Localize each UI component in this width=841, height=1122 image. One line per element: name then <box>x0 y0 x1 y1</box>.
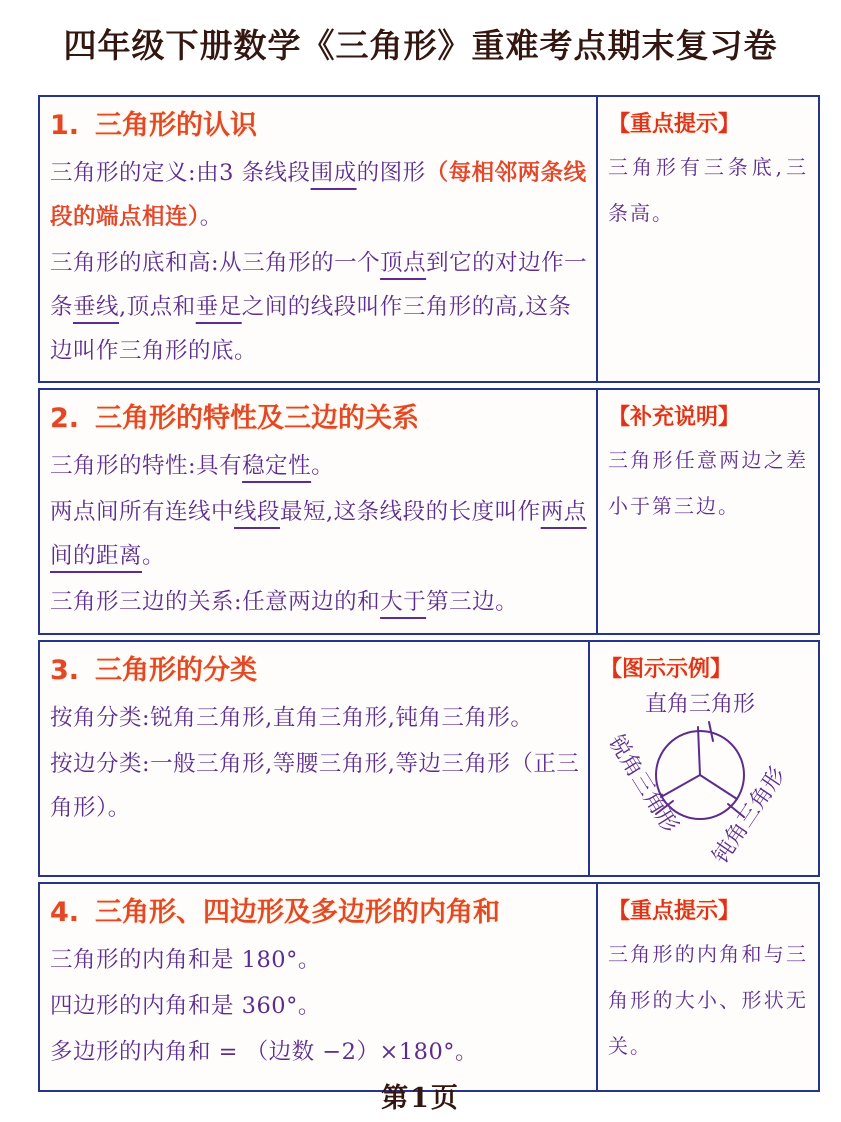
section-3-main <box>40 642 590 875</box>
text-segment: 。 <box>311 452 335 479</box>
diagram-label-acute-triangle: 锐角三角形 <box>602 730 683 838</box>
paragraph <box>50 151 588 239</box>
paragraph <box>50 444 588 488</box>
triangle-classification-diagram <box>600 689 808 871</box>
text-segment: 多边形的内角和 = （边数 −2）×180°。 <box>50 1038 479 1065</box>
section-1-heading <box>50 109 588 143</box>
section-2-heading <box>50 402 588 436</box>
text-segment: 三角形三边的关系:任意两边的和 <box>50 588 381 615</box>
emphasis-red-text: （每相邻两条线段的端点相连） <box>50 159 587 230</box>
paragraph <box>50 938 588 982</box>
section-4-main <box>40 884 598 1090</box>
worksheet-table <box>38 95 820 1092</box>
pie-circle-diagram <box>600 689 808 867</box>
page-number: 第1页 <box>381 1083 460 1114</box>
underlined-term: 大于 <box>380 588 427 615</box>
section-title: 三角形的分类 <box>95 654 258 686</box>
sector-line-top <box>698 727 700 775</box>
text-segment: 两点间所有连线中 <box>50 498 235 525</box>
paragraph <box>50 742 580 830</box>
paragraph <box>50 580 588 624</box>
paragraph <box>50 490 588 578</box>
diagram-label-right-triangle: 直角三角形 <box>644 691 756 717</box>
section-2-main <box>40 390 598 633</box>
text-segment: 按角分类:锐角三角形,直角三角形,钝角三角形。 <box>50 704 534 731</box>
underlined-term: 两点间的距离 <box>50 498 587 569</box>
section-4-side <box>598 884 818 1090</box>
side-tag: 【重点提示】 <box>608 898 741 924</box>
text-segment: 三角形的定义:由3 条线段 <box>50 159 311 186</box>
paragraph <box>50 1030 588 1074</box>
section-3-heading <box>50 654 580 688</box>
underlined-term: 垂足 <box>195 293 242 320</box>
paragraph <box>50 696 580 740</box>
section-number: 2. <box>50 402 80 434</box>
section-number: 1. <box>50 110 80 141</box>
page-title: 四年级下册数学《三角形》重难考点期末复习卷 <box>63 26 778 65</box>
underlined-term: 顶点 <box>380 249 427 276</box>
underlined-term: 稳定性 <box>242 452 312 479</box>
side-tag: 【补充说明】 <box>608 404 741 430</box>
text-segment: 按边分类:一般三角形,等腰三角形,等边三角形（正三角形）。 <box>50 750 580 821</box>
text-segment: 三角形的内角和是 180°。 <box>50 946 321 973</box>
side-note: 三角形任意两边之差小于第三边。 <box>608 447 808 518</box>
section-3-side <box>590 642 818 875</box>
text-segment: 最短,这条线段的长度叫作 <box>280 498 541 525</box>
text-segment: 四边形的内角和是 360°。 <box>50 992 321 1019</box>
section-title: 三角形的认识 <box>95 110 258 141</box>
section-1-main <box>40 97 598 381</box>
sector-line-lower-left <box>661 775 700 797</box>
text-segment: 的图形 <box>356 159 426 186</box>
text-segment: 三角形的特性:具有 <box>50 452 243 479</box>
section-title: 三角形、四边形及多边形的内角和 <box>95 896 501 928</box>
side-note: 三角形有三条底,三条高。 <box>608 155 808 225</box>
side-tag: 【重点提示】 <box>608 112 741 137</box>
section-number: 4. <box>50 896 80 928</box>
section-row-1 <box>38 95 820 383</box>
diagram-label-obtuse-triangle: 钝角三角形 <box>708 762 791 867</box>
text-segment: 。 <box>199 203 223 230</box>
section-2-side <box>598 390 818 633</box>
underlined-term: 垂线 <box>73 293 120 320</box>
text-segment: 之间的线段叫作三角形的高,这条边叫作三角形的底。 <box>50 293 572 364</box>
text-segment: 。 <box>142 542 166 569</box>
text-segment: 到它的对边作一条 <box>50 249 588 320</box>
section-number: 3. <box>50 654 80 686</box>
section-row-3 <box>38 640 820 877</box>
text-segment: 第三边。 <box>426 588 519 615</box>
underlined-term: 围成 <box>310 159 357 186</box>
section-1-side <box>598 97 818 381</box>
underlined-term: 线段 <box>234 498 281 525</box>
section-title: 三角形的特性及三边的关系 <box>95 402 420 434</box>
paragraph <box>50 241 588 373</box>
text-segment: 三角形的底和高:从三角形的一个 <box>50 249 381 276</box>
section-row-4 <box>38 882 820 1092</box>
side-tag: 【图示示例】 <box>600 656 733 682</box>
sector-line-lower-right <box>700 775 737 799</box>
side-note: 三角形的内角和与三角形的大小、形状无关。 <box>608 941 808 1058</box>
section-row-2 <box>38 388 820 635</box>
paragraph <box>50 984 588 1028</box>
section-4-heading <box>50 896 588 930</box>
text-segment: ,顶点和 <box>119 293 196 320</box>
